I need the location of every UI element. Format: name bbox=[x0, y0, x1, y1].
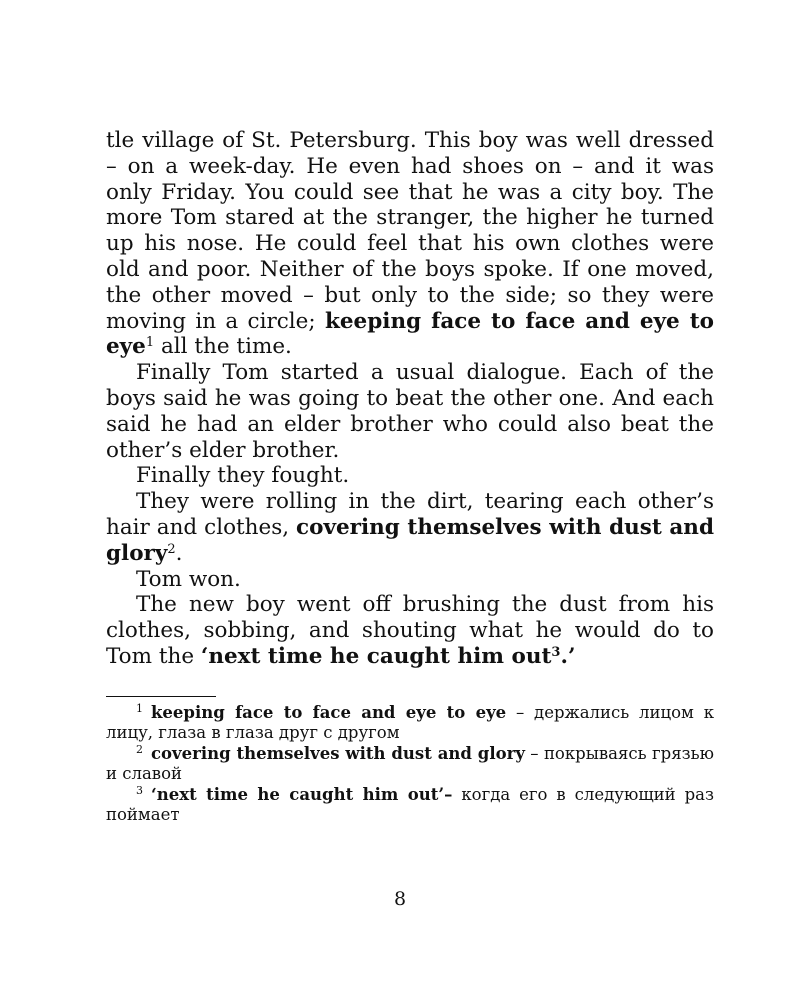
paragraph-5: Tom won. bbox=[136, 566, 241, 592]
footnote-term: ‘next time he caught him out’– bbox=[151, 784, 453, 804]
phrase-next-time-text: ‘next time he caught him out bbox=[200, 643, 552, 669]
paragraph-4 bbox=[106, 489, 714, 566]
footnote-term: keeping face to face and eye to eye bbox=[151, 702, 507, 722]
footnote-ref-1: 1 bbox=[145, 335, 155, 351]
footnote-divider bbox=[106, 696, 216, 697]
footnote-translation: держались лицом к лицу, глаза в глаза друг с другом bbox=[106, 702, 715, 743]
phrase-next-time bbox=[201, 644, 576, 669]
page-number: 8 bbox=[393, 888, 407, 910]
paragraph-1-text: tle village of St. Petersburg. This boy was well dressed – on a week-day. He even had shoes on – and it was only Friday. You could see that he was a city boy. The more Tom stared at the stranger, the higher he turned up his nose. He could feel that his own clothes were old and poor. Neither of the boys spoke. If one moved, the other moved – but only to the side; so they were moving in a circle; bbox=[106, 128, 714, 334]
page-content bbox=[106, 128, 714, 826]
footnote-translation: когда его в следующий раз поймает bbox=[106, 784, 714, 825]
paragraph-1-end: all the time. bbox=[154, 334, 292, 360]
footnote-ref-2: 2 bbox=[167, 541, 176, 557]
footnote-number: 2 bbox=[136, 742, 143, 756]
footnote-term: covering themselves with dust and glory bbox=[151, 743, 525, 763]
footnote-2 bbox=[106, 744, 714, 785]
footnote-1 bbox=[106, 703, 714, 744]
phrase-keeping-face: keeping face to face and eye to eye bbox=[106, 308, 714, 360]
footnotes bbox=[106, 703, 714, 826]
footnote-number: 1 bbox=[136, 701, 143, 715]
paragraph-6 bbox=[106, 592, 714, 669]
footnote-translation: покрываясь грязью и славой bbox=[106, 743, 714, 784]
paragraph-4-end: . bbox=[175, 540, 183, 566]
footnote-separator: – bbox=[506, 702, 535, 722]
footnote-number: 3 bbox=[136, 783, 143, 797]
paragraph-2: Finally Tom started a usual dialogue. Each of the boys said he was going to beat the other one. And each said he had an elder brother who could also beat the other’s elder brother. bbox=[106, 360, 714, 463]
footnote-separator: – bbox=[524, 743, 544, 763]
footnote-ref-3: 3 bbox=[551, 644, 561, 660]
phrase-covering-themselves: covering themselves with dust and glory bbox=[106, 514, 714, 566]
paragraph-6-text: The new boy went off brushing the dust from his clothes, sobbing, and shouting what he would do to Tom the bbox=[106, 592, 714, 669]
footnote-3 bbox=[106, 785, 714, 826]
paragraph-3: Finally they fought. bbox=[136, 463, 350, 489]
main-text bbox=[106, 128, 714, 670]
paragraph-6-end: .’ bbox=[560, 643, 576, 669]
footnote-separator bbox=[452, 785, 461, 804]
paragraph-1 bbox=[106, 128, 714, 360]
paragraph-4-text: They were rolling in the dirt, tearing each other’s hair and clothes, bbox=[106, 489, 714, 540]
